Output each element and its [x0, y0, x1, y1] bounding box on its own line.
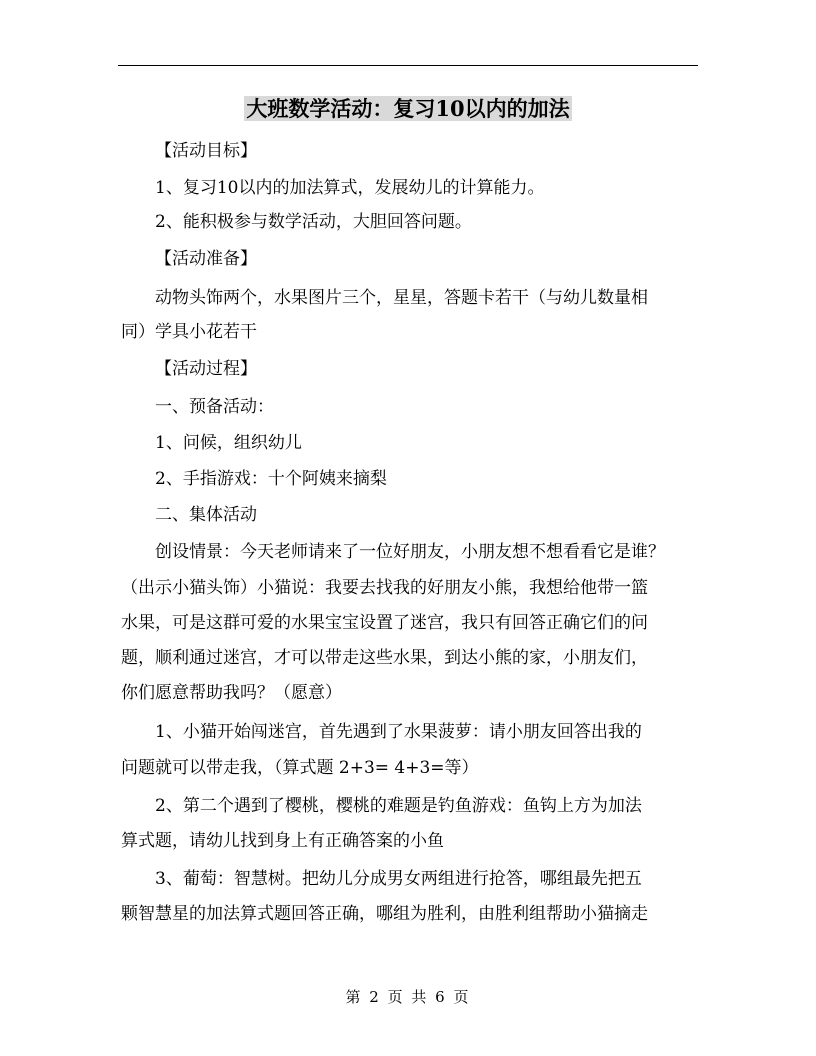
header-rule [118, 65, 698, 66]
paragraph-line: 二、集体活动 [155, 505, 257, 525]
paragraph-line: 动物头饰两个，水果图片三个，星星，答题卡若干（与幼儿数量相 [155, 288, 648, 308]
paragraph-line: 2、第二个遇到了樱桃，樱桃的难题是钓鱼游戏：鱼钩上方为加法 [155, 796, 642, 816]
paragraph-line: 算式题，请幼儿找到身上有正确答案的小鱼 [121, 831, 444, 851]
paragraph-line: 颗智慧星的加法算式题回答正确，哪组为胜利，由胜利组帮助小猫摘走 [121, 904, 648, 924]
document-title [0, 92, 816, 126]
paragraph-line: 1、问候，组织幼儿 [155, 433, 302, 453]
paragraph-line: 题，顺利通过迷宫，才可以带走这些水果，到达小熊的家，小朋友们， [121, 648, 648, 668]
paragraph-line: 你们愿意帮助我吗？（愿意） [121, 683, 342, 703]
paragraph-line: 问题就可以带走我，（算式题 2+3= 4+3=等） [121, 758, 479, 778]
paragraph-line: 水果，可是这群可爱的水果宝宝设置了迷宫，我只有回答正确它们的问 [121, 613, 648, 633]
paragraph-line: 3、葡萄：智慧树。把幼儿分成男女两组进行抢答，哪组最先把五 [155, 869, 642, 889]
paragraph-line: 1、小猫开始闯迷宫，首先遇到了水果菠萝：请小朋友回答出我的 [155, 722, 642, 742]
section-heading-preparation: 【活动准备】 [155, 249, 257, 269]
section-heading-process: 【活动过程】 [155, 359, 257, 379]
paragraph-line: 1、复习10以内的加法算式，发展幼儿的计算能力。 [155, 178, 545, 198]
paragraph-line: 创设情景：今天老师请来了一位好朋友，小朋友想不想看看它是谁？ [155, 542, 665, 562]
title-text: 大班数学活动：复习10以内的加法 [246, 96, 570, 121]
paragraph-line: 2、手指游戏：十个阿姨来摘梨 [155, 469, 387, 489]
section-heading-goals: 【活动目标】 [155, 141, 257, 161]
paragraph-line: 2、能积极参与数学活动，大胆回答问题。 [155, 212, 472, 232]
paragraph-line: （出示小猫头饰）小猫说：我要去找我的好朋友小熊，我想给他带一篮 [121, 578, 648, 598]
paragraph-line: 同）学具小花若干 [121, 322, 257, 342]
page-footer: 第 2 页 共 6 页 [345, 988, 471, 1006]
paragraph-line: 一、预备活动： [155, 397, 274, 417]
